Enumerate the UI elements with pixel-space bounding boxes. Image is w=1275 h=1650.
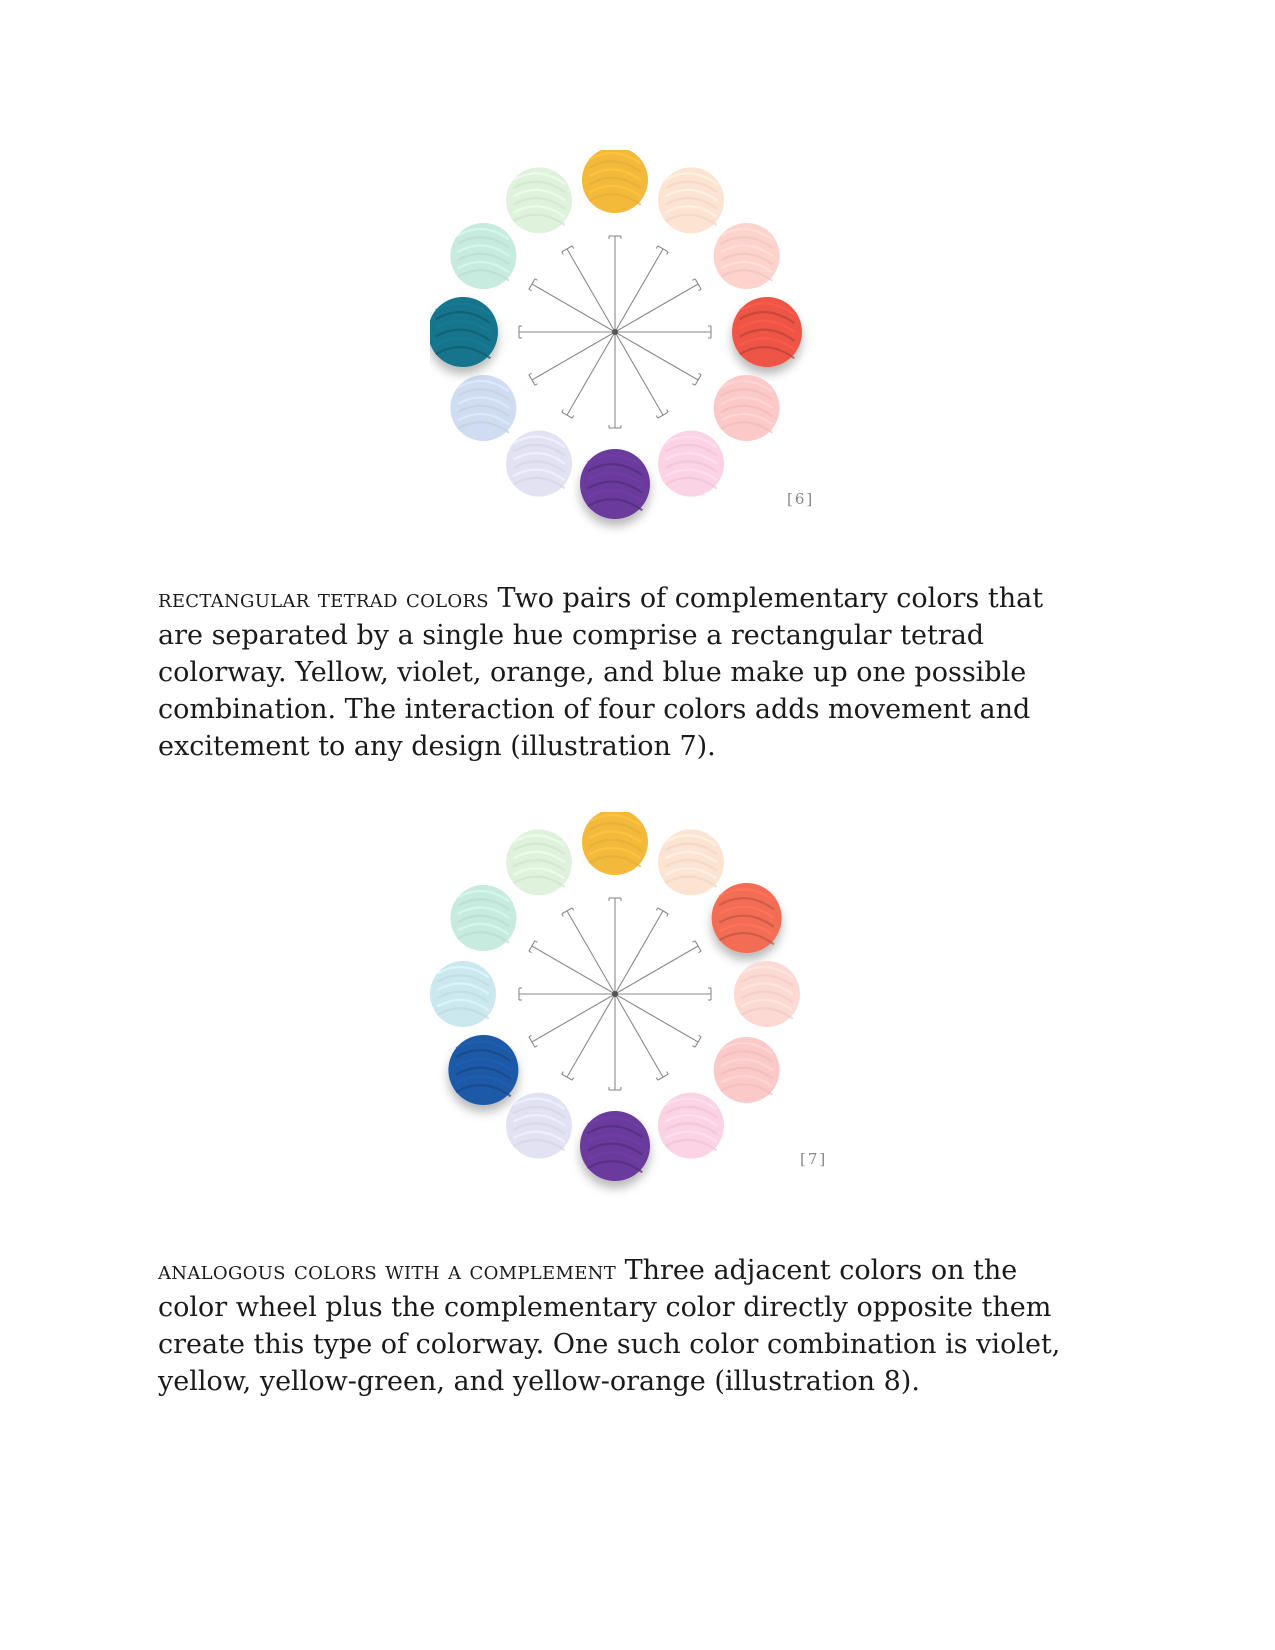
yarn-ball-green: [450, 885, 516, 951]
yarn-ball-blue-green: [430, 297, 498, 367]
yarn-ball-green: [450, 223, 516, 289]
wheel-center: [612, 329, 618, 335]
wheel-center: [612, 991, 618, 997]
yarn-ball-yellow-green: [506, 829, 572, 895]
yarn-ball-violet: [580, 449, 650, 519]
yarn-ball-yellow: [582, 150, 648, 213]
color-wheel-illustration-7: [430, 812, 850, 1232]
illustration-caption-7: [7]: [800, 1150, 828, 1168]
yarn-ball-blue-violet: [506, 1093, 572, 1159]
section-lead-rectangular-tetrad: rectangular tetrad colors: [158, 584, 489, 613]
color-wheel-graphic: [430, 812, 850, 1232]
yarn-ball-blue: [448, 1035, 518, 1105]
illustration-caption-6: [6]: [787, 490, 815, 508]
yarn-ball-orange: [712, 883, 782, 953]
yarn-ball-red-violet: [658, 1093, 724, 1159]
yarn-ball-violet: [580, 1111, 650, 1181]
yarn-ball-blue-green: [430, 961, 496, 1027]
yarn-ball-yellow-orange: [658, 167, 724, 233]
yarn-ball-red-violet: [658, 431, 724, 497]
paragraph-rectangular-tetrad: [158, 580, 1118, 765]
section-lead-analogous-complement: analogous colors with a complement: [158, 1256, 617, 1285]
yarn-ball-orange: [714, 223, 780, 289]
yarn-ball-red-orange: [734, 961, 800, 1027]
yarn-ball-blue: [450, 375, 516, 441]
yarn-ball-yellow-green: [506, 167, 572, 233]
yarn-ball-red: [714, 375, 780, 441]
paragraph-analogous-complement: [158, 1252, 1118, 1400]
yarn-ball-blue-violet: [506, 431, 572, 497]
section-body-rectangular-tetrad: Two pairs of complementary colors that are separated by a single hue comprise a rectangular tetrad colorway. Yellow, violet, orange, and blue make up one possible combination. The interaction of four colors adds movement and excitement to any design (illustration 7).: [158, 583, 1044, 762]
yarn-ball-red-orange: [732, 297, 802, 367]
yarn-ball-red: [714, 1037, 780, 1103]
yarn-ball-yellow: [582, 812, 648, 875]
yarn-ball-yellow-orange: [658, 829, 724, 895]
section-body-analogous-complement: Three adjacent colors on the color wheel plus the complementary color directly opposite them create this type of colorway. One such color combination is violet, yellow, yellow-green, and yellow-orange (illustration 8).: [158, 1255, 1061, 1397]
